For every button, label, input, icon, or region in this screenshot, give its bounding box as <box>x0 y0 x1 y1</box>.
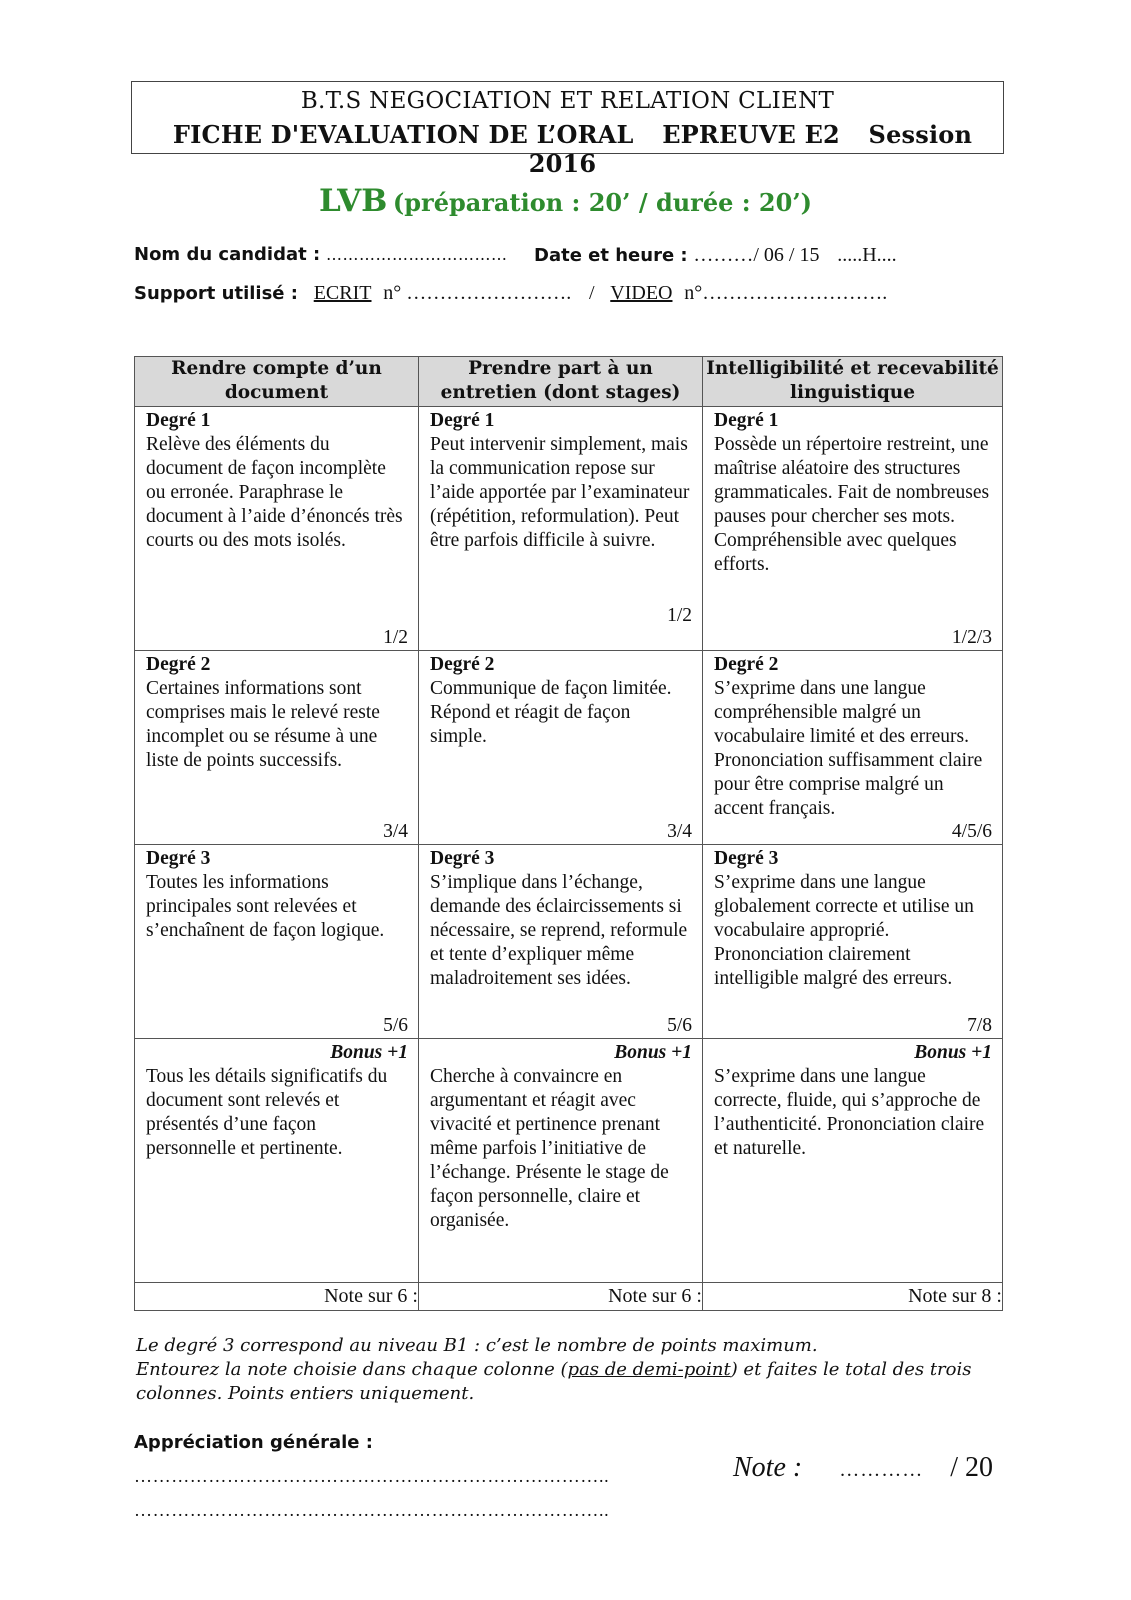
header-exam: EPREUVE E2 <box>662 120 840 149</box>
support-ecrit: ECRIT <box>313 282 372 304</box>
instructions-text-end: ) et faites le total des trois <box>730 1359 972 1380</box>
hour-input[interactable]: .....H.... <box>837 244 897 266</box>
cell-degre1-document[interactable] <box>135 407 419 651</box>
instructions-underlined: pas de demi-point <box>567 1359 731 1380</box>
final-note-total: / 20 <box>950 1452 993 1483</box>
header-line-2 <box>132 120 1003 178</box>
points-option[interactable]: 1/2 <box>383 627 408 648</box>
candidate-field <box>134 244 507 265</box>
cell-degre2-linguistique[interactable] <box>703 651 1003 845</box>
support-label: Support utilisé : <box>134 283 298 304</box>
final-note-input[interactable]: ………… <box>839 1459 924 1481</box>
criterion-text: S’exprime dans une langue globalement correcte et utilise un vocabulaire approprié. Prononciation clairement intelligible malgré des erreurs. <box>714 872 974 989</box>
table-row-degre-3 <box>135 845 1003 1039</box>
header-form-title: FICHE D'EVALUATION DE L’ORAL <box>172 120 634 149</box>
degree-label: Degré 2 <box>714 654 779 675</box>
cell-bonus-entretien[interactable] <box>419 1039 703 1283</box>
subtitle-main: LVB <box>318 183 388 219</box>
candidate-input[interactable]: …………………………… <box>325 245 508 264</box>
cell-degre1-linguistique[interactable] <box>703 407 1003 651</box>
appreciation-line-2[interactable]: ………………………………………………………………….. <box>134 1500 610 1520</box>
degree-label: Degré 3 <box>430 848 495 869</box>
bonus-label[interactable]: Bonus +1 <box>614 1042 692 1063</box>
cell-degre2-entretien[interactable] <box>419 651 703 845</box>
bonus-label[interactable]: Bonus +1 <box>330 1042 408 1063</box>
date-label: Date et heure : <box>534 245 688 266</box>
column-header-document: Rendre compte d’un document <box>135 357 419 407</box>
table-row-degre-2 <box>135 651 1003 845</box>
column-header-entretien: Prendre part à un entretien (dont stages) <box>419 357 703 407</box>
degree-label: Degré 3 <box>146 848 211 869</box>
degree-label: Degré 2 <box>430 654 495 675</box>
criterion-text: Possède un répertoire restreint, une maîtrise aléatoire des structures grammaticales. Fait de nombreuses pauses pour chercher ses mots. Compréhensible avec quelques efforts. <box>714 434 990 575</box>
evaluation-grid <box>134 356 1003 1311</box>
header-session: Session 2016 <box>528 120 973 178</box>
points-option[interactable]: 5/6 <box>667 1015 692 1036</box>
criterion-text: Cherche à convaincre en argumentant et réagit avec vivacité et pertinence prenant même parfois l’initiative de l’échange. Présente le stage de façon personnelle, claire et organisée. <box>430 1066 669 1231</box>
date-input[interactable]: ………/ 06 / 15 <box>693 244 820 266</box>
degree-label: Degré 3 <box>714 848 779 869</box>
appreciation-label: Appréciation générale : <box>134 1432 373 1453</box>
degree-label: Degré 2 <box>146 654 211 675</box>
video-number-input[interactable]: n°………………………. <box>684 282 888 304</box>
criterion-text: Tous les détails significatifs du document sont relevés et présentés d’une façon personnelle et pertinente. <box>146 1066 388 1159</box>
subtitle-timing: (préparation : 20’ / durée : 20’) <box>392 188 813 217</box>
final-note-label: Note : <box>733 1452 803 1483</box>
date-field <box>534 244 897 267</box>
instructions-line-1: Le degré 3 correspond au niveau B1 : c’est le nombre de points maximum. <box>136 1335 818 1356</box>
points-option[interactable]: 1/2 <box>667 605 692 626</box>
criterion-text: S’exprime dans une langue compréhensible malgré un vocabulaire limité et des erreurs. Prononciation suffisamment claire pour être comprise malgré un accent français. <box>714 678 983 819</box>
subtitle <box>0 183 1131 219</box>
cell-degre3-entretien[interactable] <box>419 845 703 1039</box>
criterion-text: Relève des éléments du document de façon incomplète ou erronée. Paraphrase le document à l’aide d’énoncés très courts ou des mots isolés. <box>146 434 403 551</box>
points-option[interactable]: 7/8 <box>967 1015 992 1036</box>
degree-label: Degré 1 <box>146 410 211 431</box>
cell-degre1-entretien[interactable] <box>419 407 703 651</box>
criterion-text: Toutes les informations principales sont relevées et s’enchaînent de façon logique. <box>146 872 385 941</box>
instructions-line-3: colonnes. Points entiers uniquement. <box>136 1383 475 1404</box>
criterion-text: Certaines informations sont comprises mais le relevé reste incomplet ou se résume à une liste de points successifs. <box>146 678 380 771</box>
points-option[interactable]: 3/4 <box>667 821 692 842</box>
instructions-line-2 <box>136 1358 996 1382</box>
cell-bonus-document[interactable] <box>135 1039 419 1283</box>
cell-bonus-linguistique[interactable] <box>703 1039 1003 1283</box>
support-video: VIDEO <box>610 282 673 304</box>
ecrit-number-input[interactable]: n° ……………………. <box>383 282 572 304</box>
table-row-bonus <box>135 1039 1003 1283</box>
instructions-text: Entourez la note choisie dans chaque colonne ( <box>136 1359 568 1380</box>
criterion-text: Communique de façon limitée. Répond et réagit de façon simple. <box>430 678 672 747</box>
column-header-linguistique: Intelligibilité et recevabilité linguistique <box>703 357 1003 407</box>
table-row-notes <box>135 1283 1003 1311</box>
degree-label: Degré 1 <box>714 410 779 431</box>
note-entretien-field[interactable]: Note sur 6 : <box>419 1283 703 1311</box>
table-row-degre-1 <box>135 407 1003 651</box>
header-box <box>131 81 1004 178</box>
points-option[interactable]: 5/6 <box>383 1015 408 1036</box>
criterion-text: Peut intervenir simplement, mais la communication repose sur l’aide apportée par l’examinateur (répétition, reformulation). Peut être parfois difficile à suivre. <box>430 434 690 551</box>
instructions <box>136 1334 996 1406</box>
points-option[interactable]: 3/4 <box>383 821 408 842</box>
final-note <box>733 1452 993 1484</box>
note-linguistique-field[interactable]: Note sur 8 : <box>703 1283 1003 1311</box>
cell-degre3-linguistique[interactable] <box>703 845 1003 1039</box>
bonus-label[interactable]: Bonus +1 <box>914 1042 992 1063</box>
degree-label: Degré 1 <box>430 410 495 431</box>
header-line-1: B.T.S NEGOCIATION ET RELATION CLIENT <box>300 88 835 114</box>
support-field <box>134 282 887 305</box>
points-option[interactable]: 4/5/6 <box>951 821 992 842</box>
cell-degre2-document[interactable] <box>135 651 419 845</box>
points-option[interactable]: 1/2/3 <box>951 627 992 648</box>
candidate-label: Nom du candidat : <box>134 244 321 265</box>
appreciation-line-1[interactable]: ………………………………………………………………….. <box>134 1466 610 1486</box>
note-document-field[interactable]: Note sur 6 : <box>135 1283 419 1311</box>
criterion-text: S’implique dans l’échange, demande des éclaircissements si nécessaire, se reprend, reformule et tente d’expliquer même maladroitement ses idées. <box>430 872 688 989</box>
cell-degre3-document[interactable] <box>135 845 419 1039</box>
support-separator: / <box>588 282 595 304</box>
criterion-text: S’exprime dans une langue correcte, fluide, qui s’approche de l’authenticité. Prononciation claire et naturelle. <box>714 1066 985 1159</box>
